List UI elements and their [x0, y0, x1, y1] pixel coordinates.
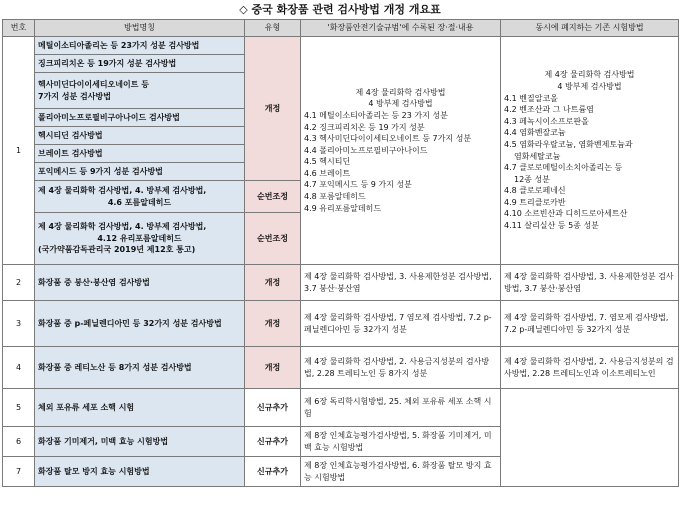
method-name — [35, 213, 245, 265]
method-name: 화장품 중 레티노산 등 8가지 성분 검사방법 — [35, 347, 245, 389]
method-name — [35, 181, 245, 213]
table-row — [3, 389, 679, 427]
abolished-cell: 제 4장 물리화학 검사방법, 7. 염모제 검사방법, 7.2 p-페닐렌디아민 등 32가지 성분 — [501, 301, 679, 347]
type-badge: 개정 — [245, 265, 301, 301]
abolished-item: 4.8 클로로페네신 — [504, 186, 566, 196]
method-name: 화장품 탈모 방지 효능 시험방법 — [35, 457, 245, 487]
method-name-line: 4.12 유리포름알데히드 — [97, 233, 182, 243]
header-content: '화장품안전기술규범'에 수록된 장·절·내용 — [301, 20, 501, 37]
abolished-cell: 제 4장 물리화학 검사방법, 2. 사용금지성분의 검사방법, 2.28 트레티노인과 이소트레티노인 — [501, 347, 679, 389]
abolished-item: 4.5 염화라우랄코늄, 염화벤제토늄과 — [504, 139, 633, 149]
method-name-line: 7가지 성분 검사방법 — [38, 91, 111, 101]
row-number: 5 — [3, 389, 35, 427]
type-badge: 순번조정 — [245, 181, 301, 213]
method-name-line: 헥사미딘다이이세티오네이트 등 — [38, 79, 149, 89]
abolished-item: 12종 성분 — [514, 174, 550, 184]
method-name: 메틸이소티아졸리논 등 23가지 성분 검사방법 — [35, 37, 245, 55]
method-name-line: 4.6 포름알데히드 — [107, 197, 172, 207]
abolished-cell — [501, 389, 679, 487]
type-badge: 개정 — [245, 301, 301, 347]
abolished-item: 4.4 염화벤잘코늄 — [504, 128, 566, 138]
abolished-item: 4.1 벤질알코올 — [504, 93, 558, 103]
content-cell — [301, 37, 501, 265]
table-row — [3, 265, 679, 301]
header-type: 유형 — [245, 20, 301, 37]
type-badge: 신규추가 — [245, 427, 301, 457]
abolished-cell — [501, 37, 679, 265]
type-badge: 신규추가 — [245, 457, 301, 487]
content-item: 4.7 포익메시드 등 9 가지 성분 — [304, 180, 412, 190]
abolished-item: 4.7 클로로메틸이소치아졸리논 등 — [504, 163, 623, 173]
content-item: 4.8 포름알데히드 — [304, 192, 366, 202]
row-number: 3 — [3, 301, 35, 347]
method-name: 헥시티딘 검사방법 — [35, 127, 245, 145]
content-cell: 제 4장 물리화학 검사방법, 7 염모제 검사방법, 7.2 p-페닐렌디아민 등 32가지 성분 — [301, 301, 501, 347]
content-item: 4.9 유리포름알데히드 — [304, 203, 382, 213]
header-method-name: 방법명칭 — [35, 20, 245, 37]
abolished-item: 4.9 트리클로카반 — [504, 197, 566, 207]
type-badge: 순번조정 — [245, 213, 301, 265]
table-header-row — [3, 20, 679, 37]
abolished-section: 4 방부제 검사방법 — [557, 81, 622, 91]
content-cell: 제 4장 물리화학 검사방법, 3. 사용제한성분 검사방법, 3.7 붕산·붕산염 — [301, 265, 501, 301]
abolished-item: 염화세탈코늄 — [514, 151, 561, 161]
method-name-line: 제 4장 물리화학 검사방법, 4. 방부제 검사방법, — [38, 185, 207, 195]
row-number: 4 — [3, 347, 35, 389]
method-name: 포익메시드 등 9가지 성분 검사방법 — [35, 163, 245, 181]
content-item: 4.2 징크피리치온 등 19 가지 성분 — [304, 122, 425, 132]
content-item: 4.4 폴리아미노프로필비구아나이드 — [304, 145, 428, 155]
abolished-chapter: 제 4장 물리화학 검사방법 — [544, 70, 635, 80]
document-title: ◇ 중국 화장품 관련 검사방법 개정 개요표 — [239, 3, 441, 16]
abolished-cell: 제 4장 물리화학 검사방법, 3. 사용제한성분 검사방법, 3.7 붕산·붕산염 — [501, 265, 679, 301]
method-name: 징크피리치온 등 19가지 성분 검사방법 — [35, 55, 245, 73]
method-name: 체외 포유류 세포 소핵 시험 — [35, 389, 245, 427]
row-number: 7 — [3, 457, 35, 487]
method-name: 화장품 중 붕산·붕산염 검사방법 — [35, 265, 245, 301]
content-item: 4.3 헥사미딘다이이세티오네이트 등 7가지 성분 — [304, 134, 472, 144]
type-badge: 신규추가 — [245, 389, 301, 427]
table-row — [3, 347, 679, 389]
table-row — [3, 301, 679, 347]
method-name: 브레이트 검사방법 — [35, 145, 245, 163]
method-name: 화장품 중 p-페닐렌디아민 등 32가지 성분 검사방법 — [35, 301, 245, 347]
abolished-item: 4.2 벤조산과 그 나트륨염 — [504, 105, 594, 115]
row-number: 6 — [3, 427, 35, 457]
content-section: 4 방부제 검사방법 — [368, 99, 433, 109]
content-chapter: 제 4장 물리화학 검사방법 — [355, 87, 446, 97]
abolished-item: 4.3 페녹시이소프로판올 — [504, 116, 589, 126]
type-badge: 개정 — [245, 37, 301, 181]
row-number: 2 — [3, 265, 35, 301]
header-abolished: 동시에 폐지하는 기존 시험방법 — [501, 20, 679, 37]
content-item: 4.6 브레이트 — [304, 168, 351, 178]
header-number: 번호 — [3, 20, 35, 37]
content-cell: 제 8장 인체효능평가검사방법, 6. 화장품 탈모 방지 효능 시험방법 — [301, 457, 501, 487]
row-number: 1 — [3, 37, 35, 265]
method-name: 화장품 기미제거, 미백 효능 시험방법 — [35, 427, 245, 457]
abolished-item: 4.11 살리실산 등 5종 성분 — [504, 221, 599, 231]
content-cell: 제 8장 인체효능평가검사방법, 5. 화장품 기미제거, 미백 효능 시험방법 — [301, 427, 501, 457]
revision-summary-table — [2, 19, 679, 487]
method-name-line: (국가약품감독관리국 2019년 제12호 통고) — [38, 245, 196, 255]
method-name: 폴리아미노프로필비구아나이드 검사방법 — [35, 109, 245, 127]
content-item: 4.5 헥시티딘 — [304, 157, 351, 167]
abolished-item: 4.10 소르빈산과 디히드로아세트산 — [504, 209, 628, 219]
method-name — [35, 73, 245, 109]
content-cell: 제 4장 물리화학 검사방법, 2. 사용금지성분의 검사방법, 2.28 트레티노인 등 8가지 성분 — [301, 347, 501, 389]
method-name-line: 제 4장 물리화학 검사방법, 4. 방부제 검사방법, — [38, 222, 207, 232]
content-cell: 제 6장 독리학시험방법, 25. 체외 포유류 세포 소핵 시험 — [301, 389, 501, 427]
type-badge: 개정 — [245, 347, 301, 389]
content-item: 4.1 메틸이소티아졸리논 등 23 가지 성분 — [304, 110, 448, 120]
